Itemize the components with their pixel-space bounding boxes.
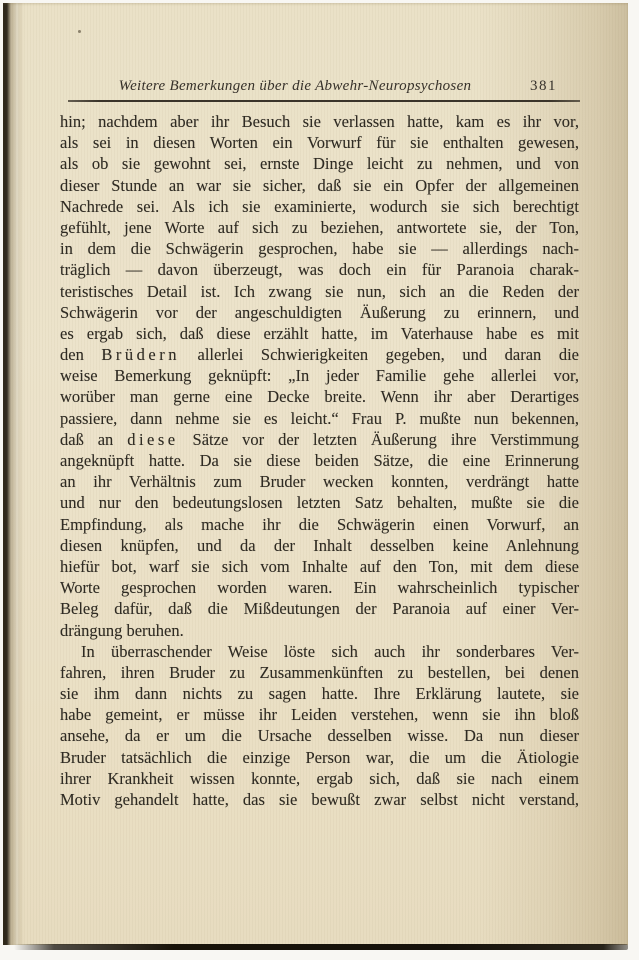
- text-line: habe gemeint, er müsse ihr Leiden verstehen, wenn sie ihn bloß: [60, 705, 579, 725]
- text-line: weise Bemerkung geknüpft: „In jeder Familie gehe allerlei vor,: [60, 366, 579, 386]
- text-segment: daß an: [60, 429, 128, 449]
- text-line: In überraschender Weise löste sich auch ihr sonderbares Ver-: [81, 641, 579, 661]
- text-line: Beleg dafür, daß die Mißdeutungen der Paranoia auf einer Ver-: [60, 599, 579, 619]
- text-line: fahren, ihren Bruder zu Zusammenkünften zu bestellen, bei denen: [60, 662, 579, 682]
- text-line: teristisches Detail ist. Ich zwang sie nun, sich an die Reden der: [60, 281, 579, 301]
- text-line: diesen knüpfen, und da der Inhalt desselben keine Anlehnung: [60, 535, 579, 555]
- text-line: an ihr Verhältnis zum Bruder wecken konnten, verdrängt hatte: [60, 472, 579, 492]
- text-line: worüber man gerne eine Decke breite. Wenn ihr aber Derartiges: [60, 387, 579, 407]
- ink-speck: [78, 30, 81, 33]
- running-header: [60, 78, 579, 95]
- body-text-column: [60, 111, 579, 810]
- paragraph: [60, 111, 579, 641]
- text-line: ihrer Krankheit wissen konnte, ergab sich, daß sie nach einem: [60, 768, 579, 788]
- text-line: als ob sie gewohnt sei, ernste Dinge leicht zu nehmen, und von: [60, 154, 579, 174]
- text-line: [60, 344, 579, 365]
- text-line: ansehe, da er um die Ursache desselben wisse. Da nun dieser: [60, 726, 579, 746]
- text-line: hiefür bot, warf sie sich vom Inhalte auf den Ton, mit dem diese: [60, 556, 579, 576]
- text-line: gefühlt, jene Worte auf sich zu beziehen, antwortete sie, der Ton,: [60, 217, 579, 237]
- text-line: träglich — davon überzeugt, was doch ein für Paranoia charak-: [60, 260, 579, 280]
- text-line: sie ihm dann nichts zu sagen hatte. Ihre Erklärung lautete, sie: [60, 684, 579, 704]
- text-line: und nur den bedeutungslosen letzten Satz behalten, mußte sie die: [60, 493, 579, 513]
- emphasized-word: Brüdern: [101, 345, 180, 365]
- text-segment: den: [60, 345, 102, 365]
- text-line: Bruder tatsächlich die einzige Person war, die um die Ätiologie: [60, 747, 579, 767]
- text-line: hin; nachdem aber ihr Besuch sie verlassen hatte, kam es ihr vor,: [60, 112, 579, 131]
- text-segment: Sätze vor der letzten Äußerung ihre Verstimmung: [178, 429, 579, 449]
- page-number: 381: [530, 78, 557, 94]
- text-line: Worte gesprochen worden waren. Ein wahrscheinlich typischer: [60, 578, 579, 598]
- paragraph: [60, 641, 579, 811]
- text-line: es ergab sich, daß diese erzählt hatte, im Vaterhause habe es mit: [60, 323, 579, 343]
- page-stack-edge: [14, 944, 628, 950]
- text-line: passiere, dann nehme sie es leicht.“ Frau P. mußte nun bekennen,: [60, 408, 579, 428]
- book-page-paper: [3, 3, 628, 945]
- running-header-title: Weitere Bemerkungen über die Abwehr-Neuropsychosen: [118, 78, 472, 94]
- text-line: angeknüpft hatte. Da sie diese beiden Sätze, die eine Erinnerung: [60, 451, 579, 470]
- text-line: drängung beruhen.: [60, 620, 184, 640]
- header-rule: [68, 100, 580, 102]
- text-line: Schwägerin vor der angeschuldigten Äußerung zu erinnern, und: [60, 302, 579, 322]
- text-line: [60, 429, 579, 450]
- text-segment: allerlei Schwierigkeiten gegeben, und daran die: [179, 345, 579, 365]
- text-line: Motiv gehandelt hatte, das sie bewußt zwar selbst nicht verstand,: [60, 790, 579, 809]
- text-line: als sei in diesen Worten ein Vorwurf für sie enthalten gewesen,: [60, 133, 579, 153]
- text-line: in dem die Schwägerin gesprochen, habe sie — allerdings nach-: [60, 239, 579, 259]
- text-line: Empfindung, als mache ihr die Schwägerin einen Vorwurf, an: [60, 514, 579, 534]
- text-line: dieser Stunde an war sie sicher, daß sie ein Opfer der allgemeinen: [60, 175, 579, 195]
- text-line: Nachrede sei. Als ich sie examinierte, wodurch sie sich berechtigt: [60, 196, 579, 216]
- emphasized-word: diese: [127, 429, 179, 449]
